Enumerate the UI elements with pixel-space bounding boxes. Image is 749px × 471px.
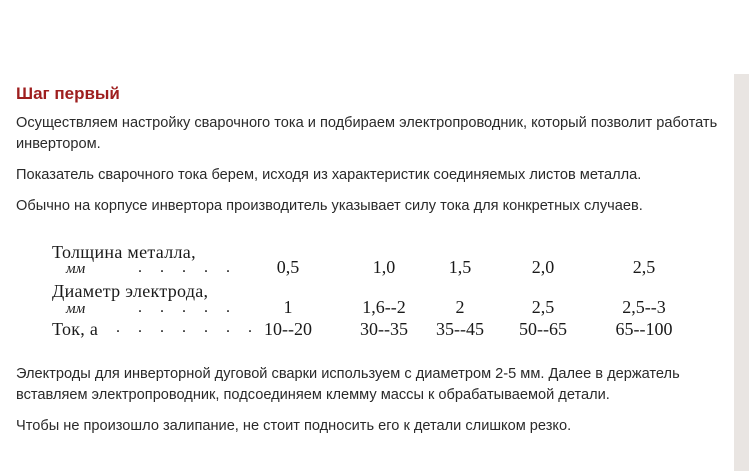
paragraph-current-choice: Показатель сварочного тока берем, исходя из характеристик соединяемых листов металла. — [16, 167, 642, 183]
table-cell: 2,5 — [632, 257, 656, 277]
table-cell: 1 — [283, 297, 293, 317]
paragraph-current-setup: Осуществляем настройку сварочного тока и подбираем электропроводник, который позволит работать инвертором. — [16, 115, 718, 152]
leader-dots: . . . . . — [138, 259, 237, 276]
table-unit-thickness: мм — [66, 261, 86, 277]
table-unit-diameter: мм — [66, 301, 86, 317]
table-row-diameter-label — [48, 278, 718, 301]
article-content — [0, 74, 734, 471]
article-bottom-text — [16, 364, 728, 437]
table-row-current — [48, 316, 718, 339]
section-heading: Шаг первый — [16, 84, 120, 103]
leader-dots: . . . . . . . — [116, 319, 259, 336]
table-cell: 0,5 — [276, 257, 300, 277]
table-cell: 2,0 — [531, 257, 555, 277]
table-cell: 35--45 — [436, 319, 484, 339]
table-label-current: Ток, а — [52, 319, 99, 339]
table-row-thickness-values — [48, 259, 718, 278]
table-cell: 50--65 — [519, 319, 567, 339]
paragraph-electrode-diameter: Электроды для инверторной дуговой сварки используем с диаметром 2-5 мм. Далее в держатель вставляем электропроводник, подсоединяем клемму массы к обрабатываемой детали. — [16, 366, 680, 403]
table-cell: 30--35 — [360, 319, 408, 339]
table-cell: 65--100 — [615, 319, 673, 339]
table-cell: 10--20 — [264, 319, 312, 339]
table-cell: 2,5 — [531, 297, 555, 317]
table-cell: 2,5--3 — [622, 297, 666, 317]
table-label-thickness: Толщина металла, — [52, 242, 196, 262]
welding-spec-table — [48, 240, 718, 339]
table-cell: 2 — [455, 297, 465, 317]
paragraph-manufacturer-info: Обычно на корпусе инвертора производитель указывает силу тока для конкретных случаев. — [16, 198, 643, 214]
page-background-strip — [734, 74, 749, 471]
table-cell: 1,5 — [448, 257, 472, 277]
table-row-diameter-values — [48, 297, 718, 316]
table-cell: 1,6--2 — [362, 297, 406, 317]
table-label-diameter: Диаметр электрода, — [52, 281, 209, 301]
paragraph-sticking-warning: Чтобы не произошло залипание, не стоит подносить его к детали слишком резко. — [16, 418, 572, 434]
leader-dots: . . . . . — [138, 299, 237, 316]
table-cell: 1,0 — [372, 257, 396, 277]
